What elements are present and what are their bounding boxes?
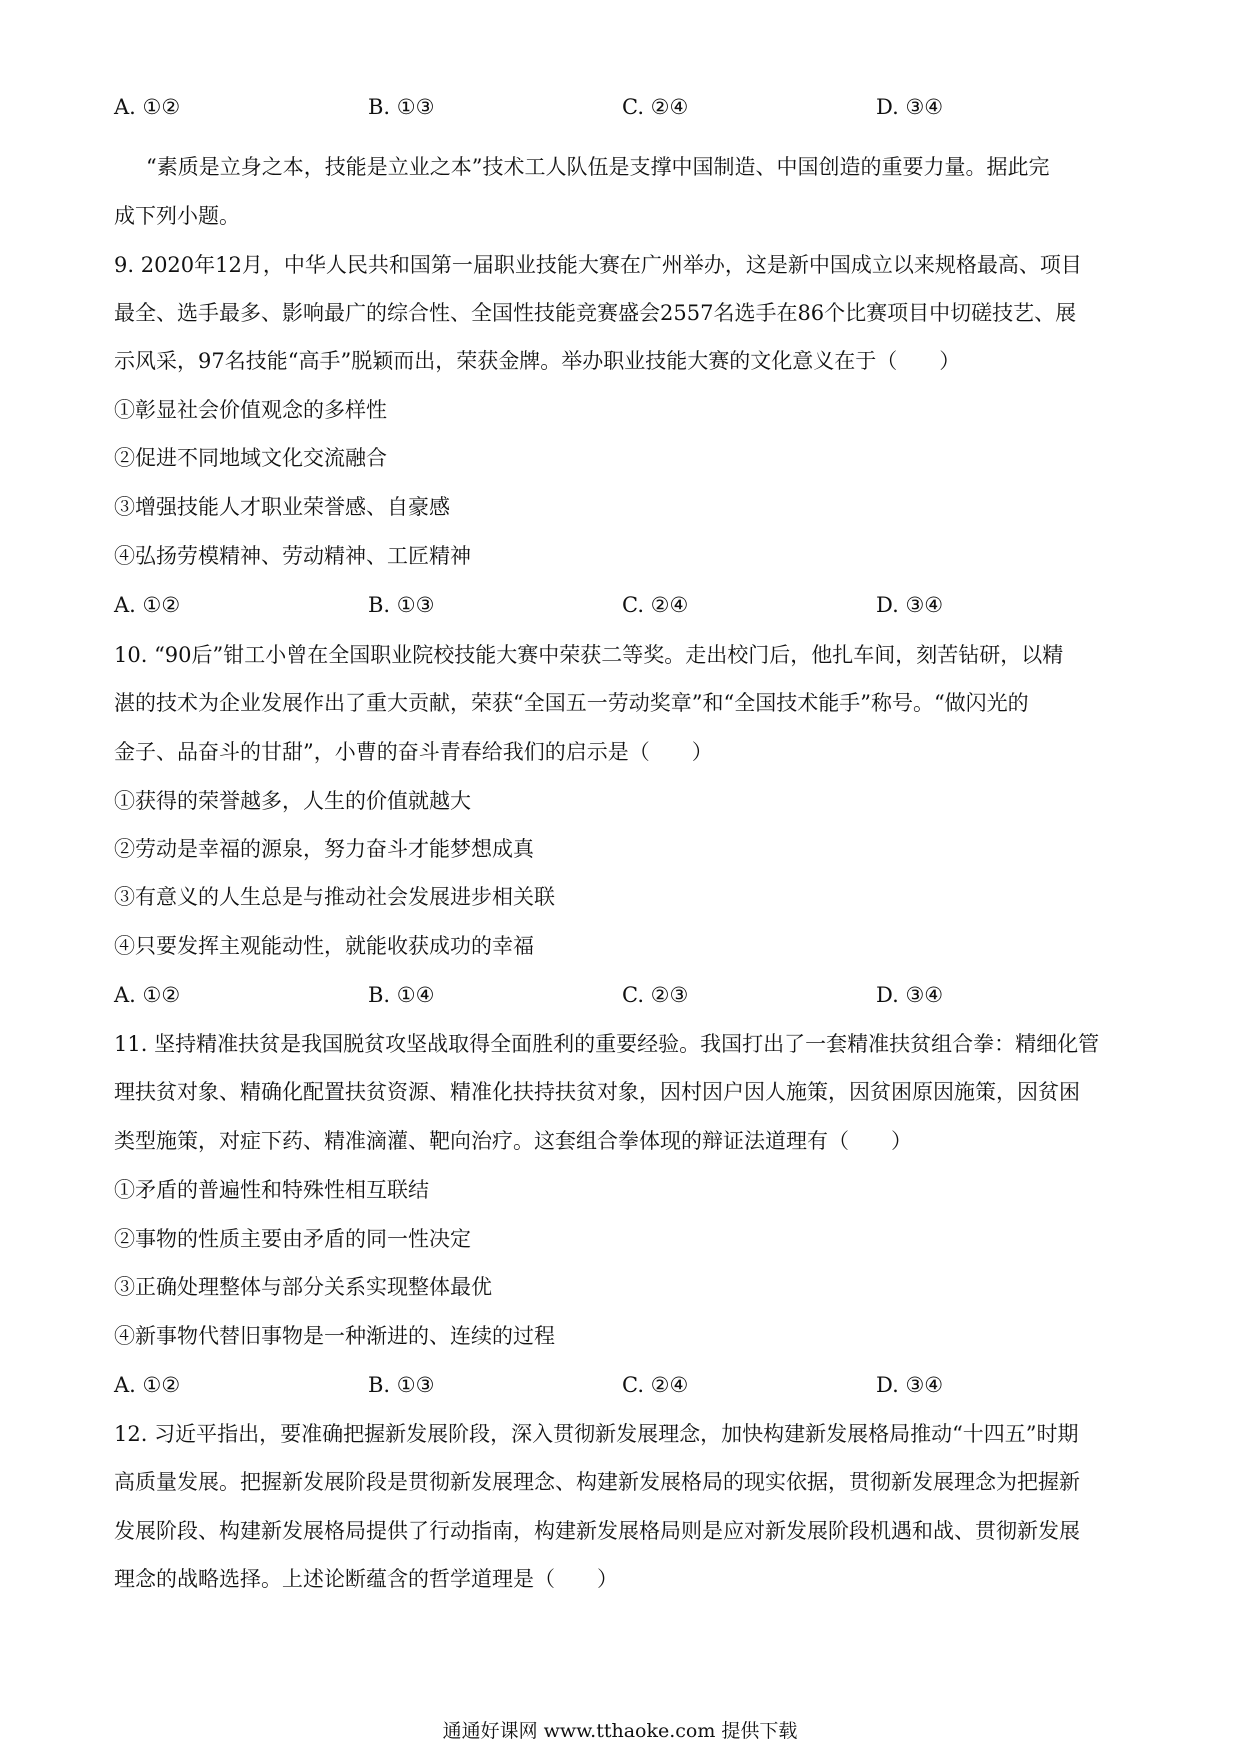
- question-stem-line: 最全、选手最多、影响最广的综合性、全国性技能竞赛盛会2557名选手在86个比赛项目中切磋技艺、展: [114, 301, 1077, 325]
- statement-2: ②促进不同地域文化交流融合: [114, 446, 387, 470]
- question-stem-line: 11. 坚持精准扶贫是我国脱贫攻坚战取得全面胜利的重要经验。我国打出了一套精准扶贫组合拳：精细化管: [114, 1032, 1100, 1056]
- statement-4: ④只要发挥主观能动性，就能收获成功的幸福: [114, 934, 534, 958]
- intro-line: 成下列小题。: [114, 204, 240, 228]
- option-d: D. ③④: [876, 1373, 944, 1397]
- question-stem-line: 高质量发展。把握新发展阶段是贯彻新发展理念、构建新发展格局的现实依据，贯彻新发展理念为把握新: [114, 1470, 1080, 1494]
- option-d: D. ③④: [876, 983, 944, 1007]
- question-stem-line: 湛的技术为企业发展作出了重大贡献，荣获“全国五一劳动奖章”和“全国技术能手”称号。“做闪光的: [114, 691, 1029, 715]
- question-stem-line: 类型施策，对症下药、精准滴灌、靶向治疗。这套组合拳体现的辩证法道理有（ ）: [114, 1129, 912, 1153]
- statement-1: ①矛盾的普遍性和特殊性相互联结: [114, 1178, 429, 1202]
- option-a: A. ①②: [114, 95, 181, 119]
- statement-4: ④弘扬劳模精神、劳动精神、工匠精神: [114, 544, 471, 568]
- option-a: A. ①②: [114, 1373, 181, 1397]
- question-stem-line: 12. 习近平指出，要准确把握新发展阶段，深入贯彻新发展理念，加快构建新发展格局推动“十四五”时期: [114, 1422, 1079, 1446]
- option-b: B. ①③: [368, 1373, 435, 1397]
- option-c: C. ②③: [622, 983, 689, 1007]
- question-stem-line: 9. 2020年12月，中华人民共和国第一届职业技能大赛在广州举办，这是新中国成立以来规格最高、项目: [114, 253, 1082, 277]
- question-stem-line: 理扶贫对象、精确化配置扶贫资源、精准化扶持扶贫对象，因村因户因人施策，因贫困原因施策，因贫困: [114, 1080, 1080, 1104]
- statement-3: ③有意义的人生总是与推动社会发展进步相关联: [114, 885, 555, 909]
- question-stem-line: 发展阶段、构建新发展格局提供了行动指南，构建新发展格局则是应对新发展阶段机遇和战、贯彻新发展: [114, 1519, 1080, 1543]
- option-b: B. ①③: [368, 95, 435, 119]
- option-d: D. ③④: [876, 95, 944, 119]
- statement-3: ③增强技能人才职业荣誉感、自豪感: [114, 495, 450, 519]
- option-c: C. ②④: [622, 593, 689, 617]
- page-footer: 通通好课网 www.tthaoke.com 提供下载: [442, 1720, 798, 1742]
- question-stem-line: 理念的战略选择。上述论断蕴含的哲学道理是（ ）: [114, 1567, 618, 1591]
- intro-line: “素质是立身之本，技能是立业之本”技术工人队伍是支撑中国制造、中国创造的重要力量。据此完: [146, 155, 1050, 179]
- statement-1: ①获得的荣誉越多，人生的价值就越大: [114, 789, 471, 813]
- option-a: A. ①②: [114, 593, 181, 617]
- option-a: A. ①②: [114, 983, 181, 1007]
- statement-2: ②劳动是幸福的源泉，努力奋斗才能梦想成真: [114, 837, 534, 861]
- question-stem-line: 10. “90后”钳工小曾在全国职业院校技能大赛中荣获二等奖。走出校门后，他扎车间，刻苦钻研，以精: [114, 643, 1064, 667]
- statement-4: ④新事物代替旧事物是一种渐进的、连续的过程: [114, 1324, 555, 1348]
- statement-3: ③正确处理整体与部分关系实现整体最优: [114, 1275, 492, 1299]
- statement-1: ①彰显社会价值观念的多样性: [114, 398, 387, 422]
- statement-2: ②事物的性质主要由矛盾的同一性决定: [114, 1227, 471, 1251]
- option-b: B. ①④: [368, 983, 435, 1007]
- question-stem-line: 金子、品奋斗的甘甜”，小曹的奋斗青春给我们的启示是（ ）: [114, 740, 713, 764]
- question-stem-line: 示风采，97名技能“高手”脱颖而出，荣获金牌。举办职业技能大赛的文化意义在于（ ）: [114, 349, 961, 373]
- option-c: C. ②④: [622, 95, 689, 119]
- option-c: C. ②④: [622, 1373, 689, 1397]
- option-d: D. ③④: [876, 593, 944, 617]
- option-b: B. ①③: [368, 593, 435, 617]
